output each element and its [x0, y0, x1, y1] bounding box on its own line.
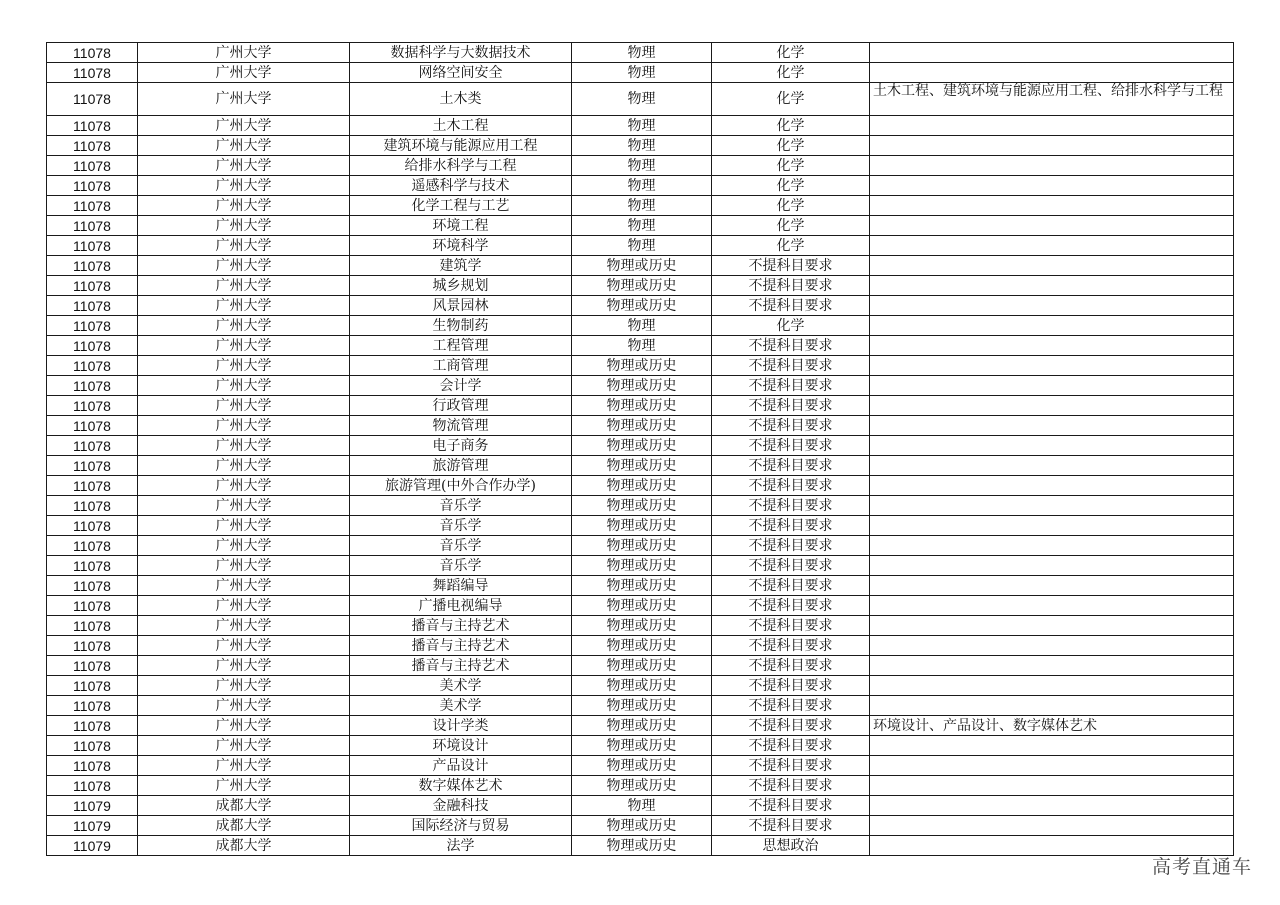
first-subject-cell: 物理或历史 — [572, 656, 712, 676]
note-cell — [870, 696, 1234, 716]
second-subject-cell: 不提科目要求 — [712, 456, 870, 476]
first-subject-cell: 物理或历史 — [572, 256, 712, 276]
major-cell: 建筑环境与能源应用工程 — [350, 136, 572, 156]
first-subject-cell: 物理 — [572, 236, 712, 256]
code-cell: 11078 — [47, 416, 138, 436]
major-cell: 音乐学 — [350, 496, 572, 516]
second-subject-cell: 不提科目要求 — [712, 796, 870, 816]
second-subject-cell: 不提科目要求 — [712, 756, 870, 776]
major-cell: 数据科学与大数据技术 — [350, 43, 572, 63]
table-row — [47, 456, 1234, 476]
note-cell — [870, 816, 1234, 836]
table-row — [47, 356, 1234, 376]
school-cell: 广州大学 — [138, 776, 350, 796]
major-cell: 美术学 — [350, 676, 572, 696]
school-cell: 广州大学 — [138, 63, 350, 83]
note-cell — [870, 356, 1234, 376]
note-cell — [870, 196, 1234, 216]
table-row — [47, 576, 1234, 596]
second-subject-cell: 化学 — [712, 136, 870, 156]
first-subject-cell: 物理 — [572, 336, 712, 356]
second-subject-cell: 不提科目要求 — [712, 416, 870, 436]
school-cell: 广州大学 — [138, 576, 350, 596]
major-cell: 法学 — [350, 836, 572, 856]
note-cell — [870, 556, 1234, 576]
school-cell: 广州大学 — [138, 536, 350, 556]
first-subject-cell: 物理 — [572, 316, 712, 336]
major-cell: 城乡规划 — [350, 276, 572, 296]
code-cell: 11078 — [47, 396, 138, 416]
code-cell: 11078 — [47, 556, 138, 576]
major-cell: 给排水科学与工程 — [350, 156, 572, 176]
first-subject-cell: 物理或历史 — [572, 296, 712, 316]
major-cell: 环境工程 — [350, 216, 572, 236]
note-cell — [870, 316, 1234, 336]
code-cell: 11079 — [47, 796, 138, 816]
school-cell: 广州大学 — [138, 336, 350, 356]
table-row — [47, 676, 1234, 696]
note-cell — [870, 676, 1234, 696]
note-cell — [870, 136, 1234, 156]
table-row — [47, 256, 1234, 276]
major-cell: 土木类 — [350, 83, 572, 116]
major-cell: 土木工程 — [350, 116, 572, 136]
second-subject-cell: 化学 — [712, 116, 870, 136]
school-cell: 广州大学 — [138, 116, 350, 136]
first-subject-cell: 物理或历史 — [572, 516, 712, 536]
note-cell — [870, 656, 1234, 676]
note-cell — [870, 736, 1234, 756]
table-row — [47, 756, 1234, 776]
second-subject-cell: 不提科目要求 — [712, 696, 870, 716]
first-subject-cell: 物理 — [572, 43, 712, 63]
major-cell: 设计学类 — [350, 716, 572, 736]
code-cell: 11078 — [47, 436, 138, 456]
first-subject-cell: 物理 — [572, 116, 712, 136]
first-subject-cell: 物理或历史 — [572, 376, 712, 396]
second-subject-cell: 不提科目要求 — [712, 656, 870, 676]
school-cell: 广州大学 — [138, 516, 350, 536]
first-subject-cell: 物理或历史 — [572, 696, 712, 716]
first-subject-cell: 物理 — [572, 796, 712, 816]
school-cell: 广州大学 — [138, 616, 350, 636]
note-cell — [870, 216, 1234, 236]
note-cell — [870, 776, 1234, 796]
first-subject-cell: 物理 — [572, 83, 712, 116]
school-cell: 广州大学 — [138, 496, 350, 516]
major-cell: 播音与主持艺术 — [350, 656, 572, 676]
school-cell: 广州大学 — [138, 136, 350, 156]
code-cell: 11078 — [47, 476, 138, 496]
note-cell — [870, 43, 1234, 63]
major-cell: 舞蹈编导 — [350, 576, 572, 596]
first-subject-cell: 物理或历史 — [572, 276, 712, 296]
major-cell: 工商管理 — [350, 356, 572, 376]
school-cell: 广州大学 — [138, 416, 350, 436]
major-cell: 产品设计 — [350, 756, 572, 776]
note-cell — [870, 636, 1234, 656]
second-subject-cell: 不提科目要求 — [712, 536, 870, 556]
major-cell: 音乐学 — [350, 556, 572, 576]
table-row — [47, 776, 1234, 796]
school-cell: 广州大学 — [138, 376, 350, 396]
note-cell — [870, 436, 1234, 456]
major-cell: 遥感科学与技术 — [350, 176, 572, 196]
note-cell — [870, 376, 1234, 396]
code-cell: 11079 — [47, 816, 138, 836]
major-cell: 风景园林 — [350, 296, 572, 316]
table-row — [47, 336, 1234, 356]
code-cell: 11078 — [47, 736, 138, 756]
code-cell: 11078 — [47, 516, 138, 536]
code-cell: 11078 — [47, 43, 138, 63]
code-cell: 11078 — [47, 656, 138, 676]
code-cell: 11078 — [47, 276, 138, 296]
first-subject-cell: 物理或历史 — [572, 736, 712, 756]
table-body — [47, 43, 1234, 856]
school-cell: 广州大学 — [138, 196, 350, 216]
second-subject-cell: 不提科目要求 — [712, 676, 870, 696]
table-row — [47, 396, 1234, 416]
table-row — [47, 236, 1234, 256]
major-cell: 电子商务 — [350, 436, 572, 456]
school-cell: 广州大学 — [138, 296, 350, 316]
major-cell: 化学工程与工艺 — [350, 196, 572, 216]
code-cell: 11078 — [47, 536, 138, 556]
second-subject-cell: 不提科目要求 — [712, 816, 870, 836]
second-subject-cell: 不提科目要求 — [712, 596, 870, 616]
note-cell — [870, 116, 1234, 136]
first-subject-cell: 物理或历史 — [572, 496, 712, 516]
note-cell — [870, 536, 1234, 556]
school-cell: 广州大学 — [138, 596, 350, 616]
code-cell: 11078 — [47, 256, 138, 276]
second-subject-cell: 化学 — [712, 216, 870, 236]
note-cell — [870, 276, 1234, 296]
school-cell: 广州大学 — [138, 456, 350, 476]
school-cell: 成都大学 — [138, 836, 350, 856]
first-subject-cell: 物理或历史 — [572, 676, 712, 696]
school-cell: 广州大学 — [138, 356, 350, 376]
school-cell: 广州大学 — [138, 556, 350, 576]
code-cell: 11078 — [47, 316, 138, 336]
school-cell: 广州大学 — [138, 256, 350, 276]
second-subject-cell: 不提科目要求 — [712, 716, 870, 736]
second-subject-cell: 不提科目要求 — [712, 356, 870, 376]
note-cell — [870, 796, 1234, 816]
second-subject-cell: 不提科目要求 — [712, 556, 870, 576]
note-cell — [870, 416, 1234, 436]
second-subject-cell: 化学 — [712, 83, 870, 116]
table-row — [47, 836, 1234, 856]
second-subject-cell: 不提科目要求 — [712, 516, 870, 536]
major-cell: 网络空间安全 — [350, 63, 572, 83]
first-subject-cell: 物理 — [572, 156, 712, 176]
table-row — [47, 536, 1234, 556]
code-cell: 11078 — [47, 496, 138, 516]
table-row — [47, 156, 1234, 176]
second-subject-cell: 不提科目要求 — [712, 476, 870, 496]
table-row — [47, 736, 1234, 756]
code-cell: 11078 — [47, 616, 138, 636]
table-row — [47, 796, 1234, 816]
first-subject-cell: 物理 — [572, 136, 712, 156]
second-subject-cell: 化学 — [712, 156, 870, 176]
school-cell: 广州大学 — [138, 316, 350, 336]
school-cell: 广州大学 — [138, 736, 350, 756]
code-cell: 11078 — [47, 676, 138, 696]
second-subject-cell: 不提科目要求 — [712, 496, 870, 516]
first-subject-cell: 物理 — [572, 196, 712, 216]
first-subject-cell: 物理或历史 — [572, 816, 712, 836]
note-cell — [870, 296, 1234, 316]
code-cell: 11078 — [47, 376, 138, 396]
table-row — [47, 176, 1234, 196]
major-cell: 物流管理 — [350, 416, 572, 436]
table-row — [47, 43, 1234, 63]
first-subject-cell: 物理或历史 — [572, 396, 712, 416]
major-cell: 旅游管理(中外合作办学) — [350, 476, 572, 496]
school-cell: 广州大学 — [138, 236, 350, 256]
note-cell — [870, 63, 1234, 83]
school-cell: 成都大学 — [138, 816, 350, 836]
table-row — [47, 296, 1234, 316]
code-cell: 11078 — [47, 83, 138, 116]
table-row — [47, 436, 1234, 456]
table-row — [47, 516, 1234, 536]
note-cell — [870, 156, 1234, 176]
second-subject-cell: 不提科目要求 — [712, 336, 870, 356]
first-subject-cell: 物理 — [572, 176, 712, 196]
code-cell: 11078 — [47, 636, 138, 656]
code-cell: 11078 — [47, 296, 138, 316]
major-cell: 行政管理 — [350, 396, 572, 416]
major-cell: 广播电视编导 — [350, 596, 572, 616]
second-subject-cell: 化学 — [712, 196, 870, 216]
table-row — [47, 376, 1234, 396]
second-subject-cell: 不提科目要求 — [712, 436, 870, 456]
note-cell — [870, 236, 1234, 256]
school-cell: 广州大学 — [138, 436, 350, 456]
note-cell: 土木工程、建筑环境与能源应用工程、给排水科学与工程 — [870, 83, 1234, 116]
second-subject-cell: 不提科目要求 — [712, 776, 870, 796]
note-cell — [870, 396, 1234, 416]
first-subject-cell: 物理或历史 — [572, 436, 712, 456]
first-subject-cell: 物理或历史 — [572, 756, 712, 776]
code-cell: 11078 — [47, 63, 138, 83]
second-subject-cell: 不提科目要求 — [712, 396, 870, 416]
first-subject-cell: 物理或历史 — [572, 556, 712, 576]
table-row — [47, 476, 1234, 496]
first-subject-cell: 物理或历史 — [572, 636, 712, 656]
code-cell: 11078 — [47, 236, 138, 256]
note-cell — [870, 176, 1234, 196]
school-cell: 广州大学 — [138, 83, 350, 116]
first-subject-cell: 物理或历史 — [572, 716, 712, 736]
first-subject-cell: 物理或历史 — [572, 356, 712, 376]
major-cell: 播音与主持艺术 — [350, 636, 572, 656]
second-subject-cell: 不提科目要求 — [712, 296, 870, 316]
school-cell: 广州大学 — [138, 676, 350, 696]
code-cell: 11079 — [47, 836, 138, 856]
major-cell: 生物制药 — [350, 316, 572, 336]
major-cell: 环境设计 — [350, 736, 572, 756]
second-subject-cell: 思想政治 — [712, 836, 870, 856]
code-cell: 11078 — [47, 576, 138, 596]
school-cell: 广州大学 — [138, 176, 350, 196]
major-cell: 旅游管理 — [350, 456, 572, 476]
note-cell — [870, 256, 1234, 276]
first-subject-cell: 物理或历史 — [572, 836, 712, 856]
school-cell: 广州大学 — [138, 156, 350, 176]
code-cell: 11078 — [47, 776, 138, 796]
school-cell: 成都大学 — [138, 796, 350, 816]
table-row — [47, 276, 1234, 296]
table-row — [47, 196, 1234, 216]
second-subject-cell: 化学 — [712, 176, 870, 196]
code-cell: 11078 — [47, 136, 138, 156]
watermark-text: 高考直通车 — [1151, 856, 1252, 878]
first-subject-cell: 物理或历史 — [572, 536, 712, 556]
code-cell: 11078 — [47, 336, 138, 356]
table-row — [47, 716, 1234, 736]
major-cell: 音乐学 — [350, 536, 572, 556]
table-row — [47, 316, 1234, 336]
major-cell: 环境科学 — [350, 236, 572, 256]
code-cell: 11078 — [47, 456, 138, 476]
table-row — [47, 83, 1234, 116]
second-subject-cell: 不提科目要求 — [712, 276, 870, 296]
first-subject-cell: 物理或历史 — [572, 476, 712, 496]
code-cell: 11078 — [47, 716, 138, 736]
school-cell: 广州大学 — [138, 216, 350, 236]
table-row — [47, 696, 1234, 716]
first-subject-cell: 物理或历史 — [572, 576, 712, 596]
table-row — [47, 216, 1234, 236]
major-cell: 建筑学 — [350, 256, 572, 276]
second-subject-cell: 不提科目要求 — [712, 616, 870, 636]
school-cell: 广州大学 — [138, 396, 350, 416]
second-subject-cell: 不提科目要求 — [712, 736, 870, 756]
code-cell: 11078 — [47, 176, 138, 196]
note-cell — [870, 516, 1234, 536]
note-cell — [870, 756, 1234, 776]
school-cell: 广州大学 — [138, 276, 350, 296]
second-subject-cell: 化学 — [712, 316, 870, 336]
first-subject-cell: 物理或历史 — [572, 776, 712, 796]
note-cell — [870, 476, 1234, 496]
subject-requirements-table — [46, 42, 1234, 856]
second-subject-cell: 化学 — [712, 63, 870, 83]
major-cell: 音乐学 — [350, 516, 572, 536]
major-cell: 工程管理 — [350, 336, 572, 356]
school-cell: 广州大学 — [138, 756, 350, 776]
second-subject-cell: 不提科目要求 — [712, 576, 870, 596]
first-subject-cell: 物理或历史 — [572, 596, 712, 616]
major-cell: 国际经济与贸易 — [350, 816, 572, 836]
second-subject-cell: 化学 — [712, 236, 870, 256]
code-cell: 11078 — [47, 116, 138, 136]
table-row — [47, 136, 1234, 156]
major-cell: 会计学 — [350, 376, 572, 396]
table-row — [47, 63, 1234, 83]
table-row — [47, 656, 1234, 676]
code-cell: 11078 — [47, 356, 138, 376]
major-cell: 美术学 — [350, 696, 572, 716]
second-subject-cell: 不提科目要求 — [712, 256, 870, 276]
first-subject-cell: 物理 — [572, 63, 712, 83]
code-cell: 11078 — [47, 156, 138, 176]
table-row — [47, 636, 1234, 656]
school-cell: 广州大学 — [138, 636, 350, 656]
table-row — [47, 496, 1234, 516]
code-cell: 11078 — [47, 696, 138, 716]
code-cell: 11078 — [47, 596, 138, 616]
first-subject-cell: 物理或历史 — [572, 456, 712, 476]
major-cell: 播音与主持艺术 — [350, 616, 572, 636]
second-subject-cell: 不提科目要求 — [712, 636, 870, 656]
school-cell: 广州大学 — [138, 43, 350, 63]
school-cell: 广州大学 — [138, 716, 350, 736]
note-cell — [870, 596, 1234, 616]
school-cell: 广州大学 — [138, 696, 350, 716]
second-subject-cell: 不提科目要求 — [712, 376, 870, 396]
code-cell: 11078 — [47, 216, 138, 236]
code-cell: 11078 — [47, 756, 138, 776]
major-cell: 金融科技 — [350, 796, 572, 816]
table-row — [47, 116, 1234, 136]
code-cell: 11078 — [47, 196, 138, 216]
note-cell — [870, 496, 1234, 516]
note-cell — [870, 336, 1234, 356]
school-cell: 广州大学 — [138, 656, 350, 676]
subject-requirements-table-container — [46, 42, 1234, 856]
school-cell: 广州大学 — [138, 476, 350, 496]
note-cell: 环境设计、产品设计、数字媒体艺术 — [870, 716, 1234, 736]
note-cell — [870, 616, 1234, 636]
table-row — [47, 816, 1234, 836]
first-subject-cell: 物理或历史 — [572, 416, 712, 436]
table-row — [47, 556, 1234, 576]
table-row — [47, 616, 1234, 636]
table-row — [47, 416, 1234, 436]
first-subject-cell: 物理或历史 — [572, 616, 712, 636]
note-cell — [870, 576, 1234, 596]
table-row — [47, 596, 1234, 616]
note-cell — [870, 456, 1234, 476]
second-subject-cell: 化学 — [712, 43, 870, 63]
major-cell: 数字媒体艺术 — [350, 776, 572, 796]
first-subject-cell: 物理 — [572, 216, 712, 236]
